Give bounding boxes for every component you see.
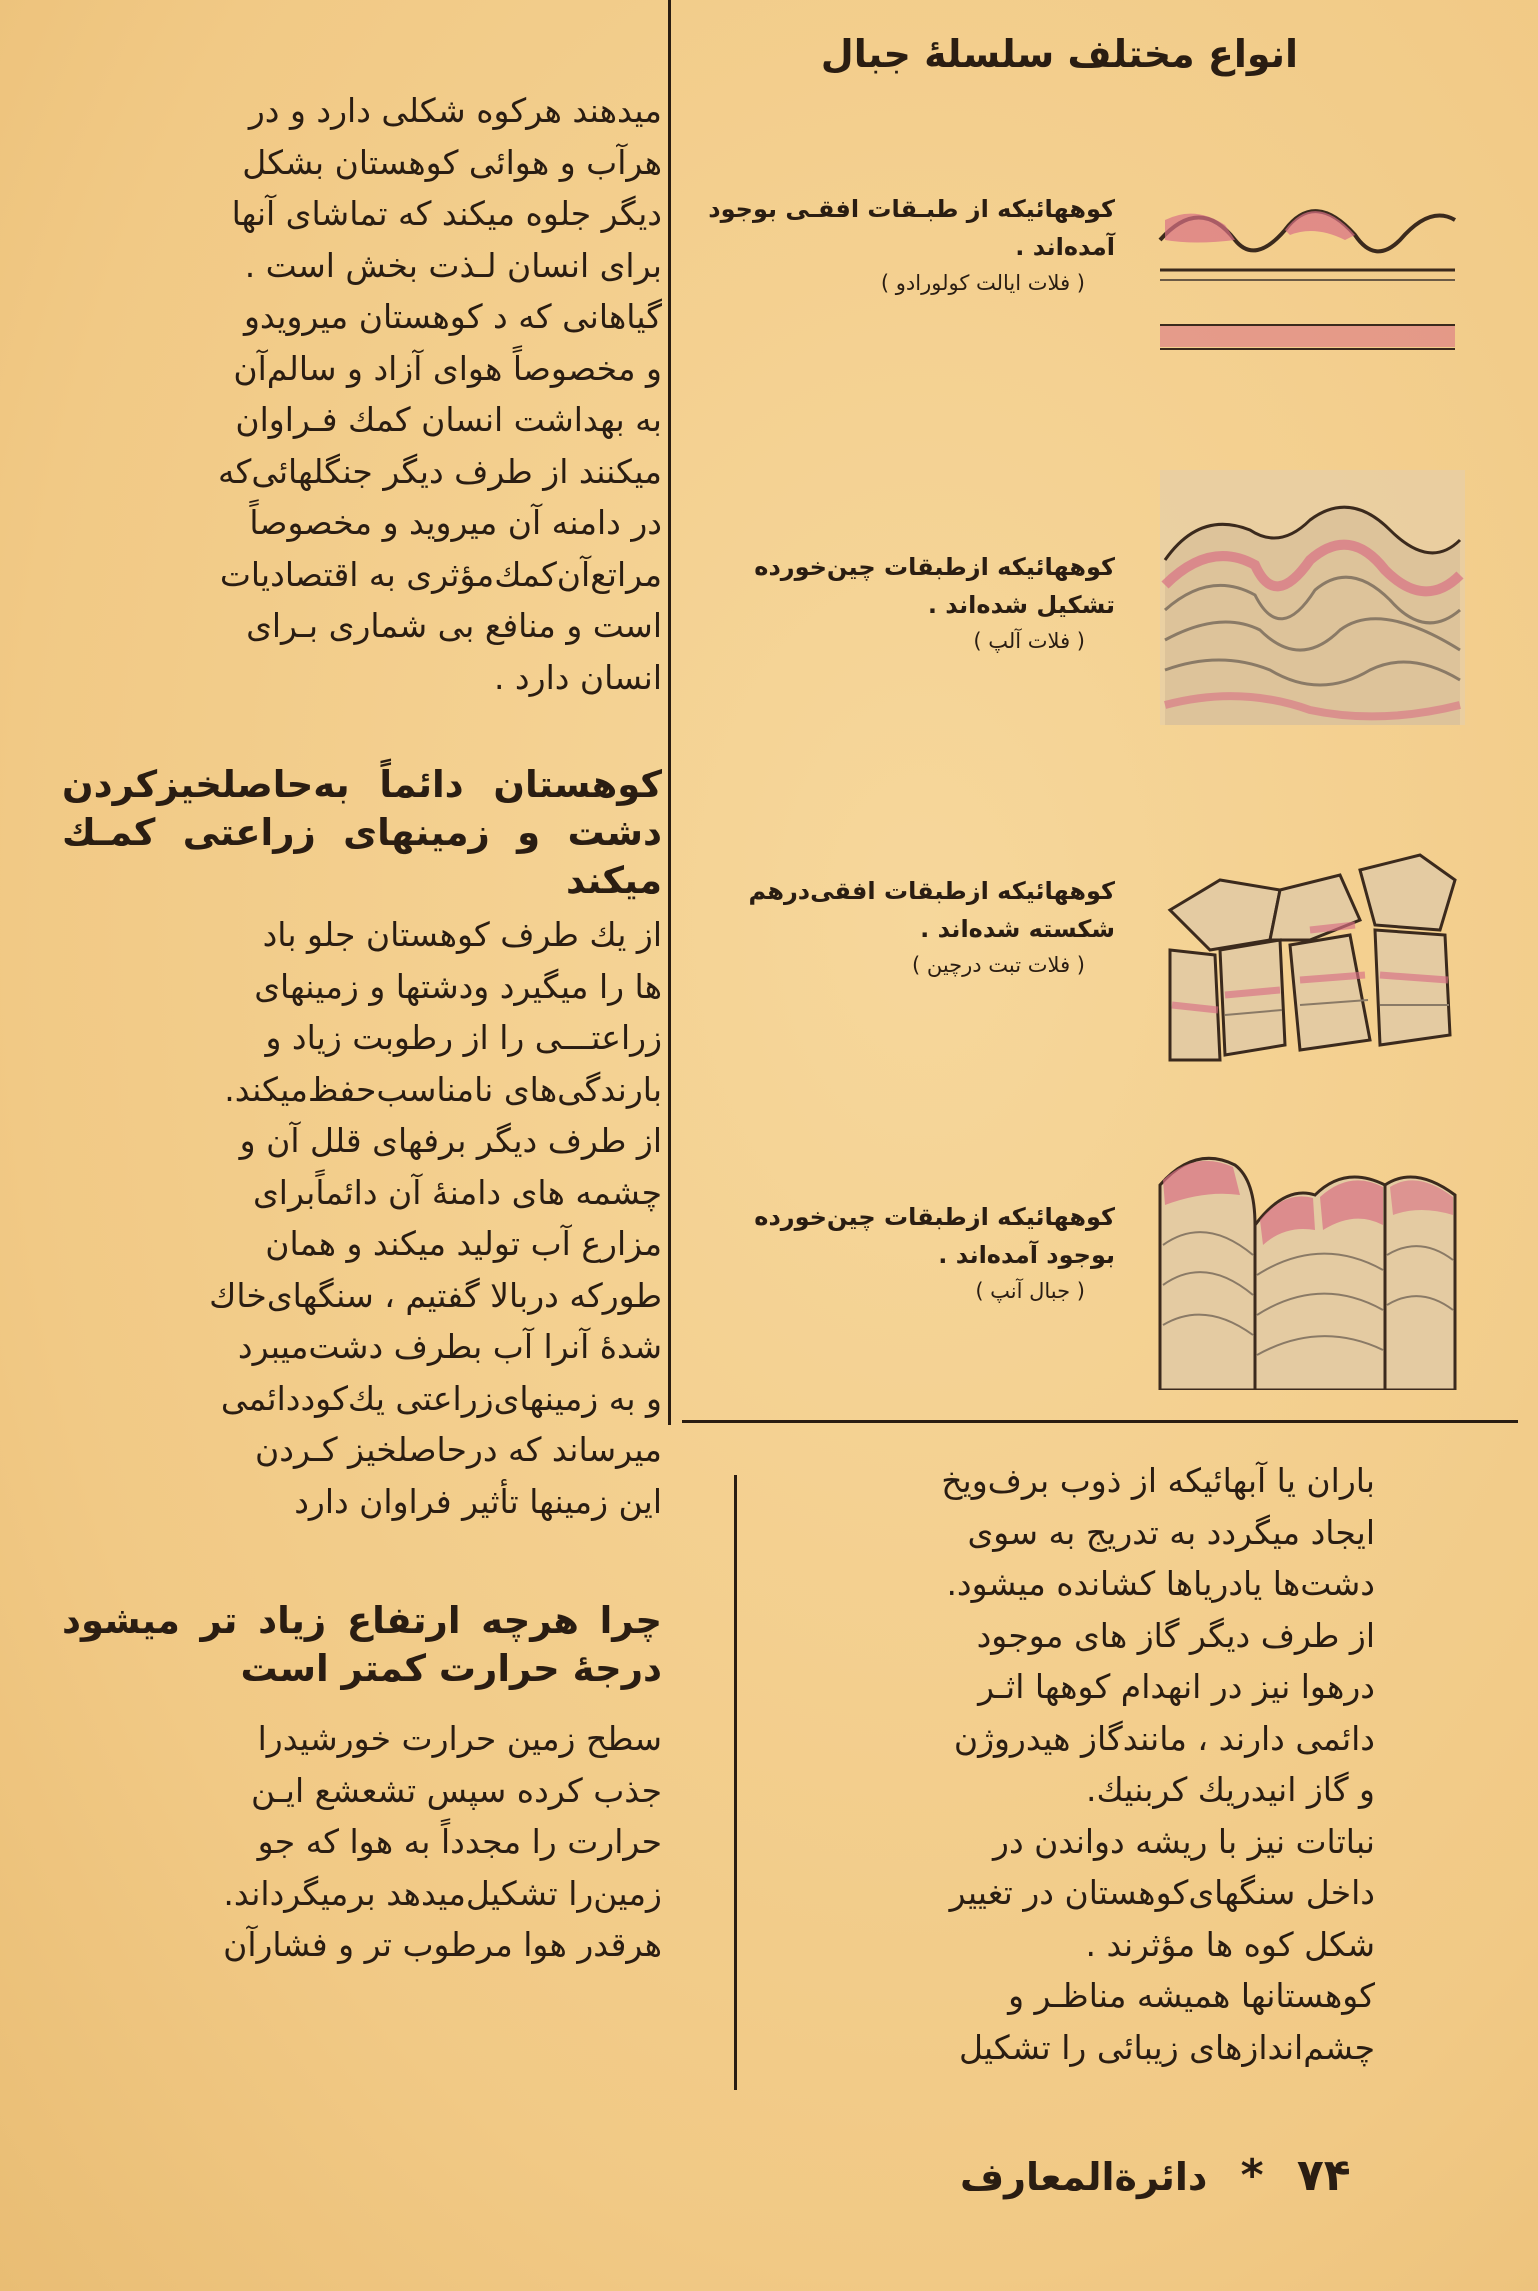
figure-caption-4-text: کوههائیکه ازطبقات چین‌خورده بوجود آمده‌اند . [754, 1203, 1115, 1269]
broken-strata-icon [1160, 810, 1465, 1065]
intro-line: به بهداشت انسان کمك فـراوان [235, 400, 662, 439]
fertility-line: ها را میگیرد ودشتها و زمینهای [254, 966, 662, 1006]
intro-paragraph [62, 85, 662, 703]
figure-caption-1 [695, 190, 1115, 300]
intro-line: میدهند هرکوه شکلی دارد و در [248, 91, 662, 130]
fertility-line: شدهٔ آنرا آب بطرف دشت‌میبرد [237, 1327, 662, 1366]
fertility-line: طورکه دربالا گفتیم ، سنگهای‌خاك [209, 1275, 662, 1315]
erosion-line: از طرف دیگر گاز های موجود [976, 1615, 1375, 1655]
footer [960, 2150, 1351, 2201]
fertility-line: از طرف دیگر برفهای قلل آن و [239, 1121, 662, 1160]
intro-line: میکنند از طرف دیگر جنگلهائی‌که [217, 451, 662, 491]
figure-caption-2 [695, 548, 1115, 658]
erosion-line: چشم‌اندازهای زیبائی را تشکیل [958, 2027, 1375, 2067]
figure-caption-4 [695, 1198, 1115, 1308]
intro-line: دیگر جلوه میکند که تماشای آنها [231, 194, 662, 233]
heading-fertility: کوهستان دائماً به‌حاصلخیزکردن دشت و زمینهای زراعتی کمـك میکند [62, 763, 662, 902]
vertical-divider-top [668, 0, 671, 1425]
horizontal-divider [682, 1420, 1518, 1423]
right-bottom-column [790, 1455, 1375, 2073]
erosion-line: درهوا نیز در انهدام کوهها اثـر [978, 1667, 1375, 1706]
heading-temperature: چرا هرچه ارتفاع زیاد تر میشود درجهٔ حرارت کمتر است [62, 1599, 662, 1690]
intro-line: و مخصوصاً هوای آزاد و سالم‌آن [233, 348, 662, 388]
erosion-line: دشت‌ها یادریاها کشانده میشود. [946, 1564, 1375, 1603]
intro-line: گیاهانی که د کوهستان میرویدو [244, 297, 662, 336]
book-title: دائرةالمعارف [960, 2155, 1208, 2199]
fertility-line: از يك طرف كوهستان جلو باد [262, 915, 662, 954]
temperature-line: حرارت را مجدداً به هوا که جو [257, 1822, 662, 1861]
fertility-line: این زمینها تأثیر فراوان دارد [294, 1481, 662, 1521]
fertility-line: میرساند که درحاصلخیز کـردن [255, 1430, 662, 1469]
horizontal-strata-icon [1155, 185, 1460, 440]
fertility-line: و به زمینهای‌زراعتی يك‌كوددائمی [220, 1378, 662, 1418]
figure-caption-2-text: کوههائیکه ازطبقات چین‌خورده تشکیل شده‌اند . [754, 553, 1115, 619]
erosion-line: کوهستانها همیشه مناظـر و [1008, 1976, 1375, 2015]
figure-caption-1-note: ( فلات ايالت كولورادو ) [880, 271, 1085, 295]
erosion-line: داخل سنگهای‌کوهستان در تغییر [949, 1873, 1375, 1912]
intro-line: مراتع‌آن‌کمك‌مؤثری به اقتصادیات [219, 554, 662, 594]
fertility-paragraph [62, 909, 662, 1527]
erosion-line: نباتات نیز با ریشه دواندن در [993, 1821, 1375, 1861]
erosion-line: و گاز انیدریك كربنيك. [1086, 1770, 1375, 1809]
figure-caption-3-text: کوههائیکه ازطبقات افقی‌درهم شکسته شده‌اند . [748, 877, 1115, 943]
fertility-line: چشمه های دامنهٔ آن دائماًبرای [252, 1172, 662, 1212]
folded-blocks-icon [1155, 1135, 1460, 1390]
figure-caption-1-text: کوههائیکه از طبـقات افقـی بوجود آمده‌اند . [708, 195, 1115, 261]
temperature-line: جذب کرده سپس تشعشع ایـن [250, 1770, 662, 1810]
vertical-divider-bottom [734, 1475, 737, 2090]
figure-caption-4-note: ( جبال آنپ ) [975, 1279, 1085, 1303]
figure-caption-3-note: ( فلات تبت درچین ) [911, 953, 1085, 977]
figure-caption-2-note: ( فلات آلپ ) [973, 629, 1085, 653]
intro-line: است و منافع بی شماری بـرای [246, 606, 662, 645]
erosion-line: ایجاد میگردد به تدریج به سوی [967, 1512, 1375, 1552]
temperature-paragraph [62, 1713, 662, 1971]
left-column [62, 85, 662, 1971]
fertility-line: زراعتـــی را از رطوبت زیاد و [265, 1018, 662, 1057]
erosion-line: دائمی دارند ، مانندگاز هیدروژن [953, 1718, 1375, 1758]
erosion-line: شکل کوه ها مؤثرند . [1085, 1924, 1375, 1964]
fertility-line: مزارع آب تولید میکند و همان [265, 1224, 662, 1263]
figure-caption-3 [695, 872, 1115, 982]
intro-line: برای انسان لـذت بخش است . [244, 245, 662, 285]
star-icon: * [1240, 2150, 1264, 2201]
section-title: انواع مختلف سلسلهٔ جبال [820, 32, 1298, 76]
fertility-line: بارندگی‌های نامناسب‌حفظ‌میکند. [224, 1069, 662, 1109]
page-number: ۷۴ [1296, 2150, 1351, 2201]
folded-strata-icon [1160, 470, 1465, 725]
temperature-line: سطح زمین حرارت خورشیدرا [257, 1719, 662, 1758]
erosion-line: باران یا آبهائیکه از ذوب برف‌ویخ [941, 1461, 1375, 1500]
temperature-line: هرقدر هوا مرطوب تر و فشارآن [223, 1925, 662, 1964]
intro-line: هرآب و هوائی کوهستان بشکل [242, 142, 662, 182]
intro-line: در دامنه آن میروید و مخصوصاً [249, 503, 662, 542]
intro-line: انسان دارد . [493, 657, 662, 697]
temperature-line: زمین‌را تشکیل‌میدهد برمیگرداند. [223, 1873, 662, 1913]
